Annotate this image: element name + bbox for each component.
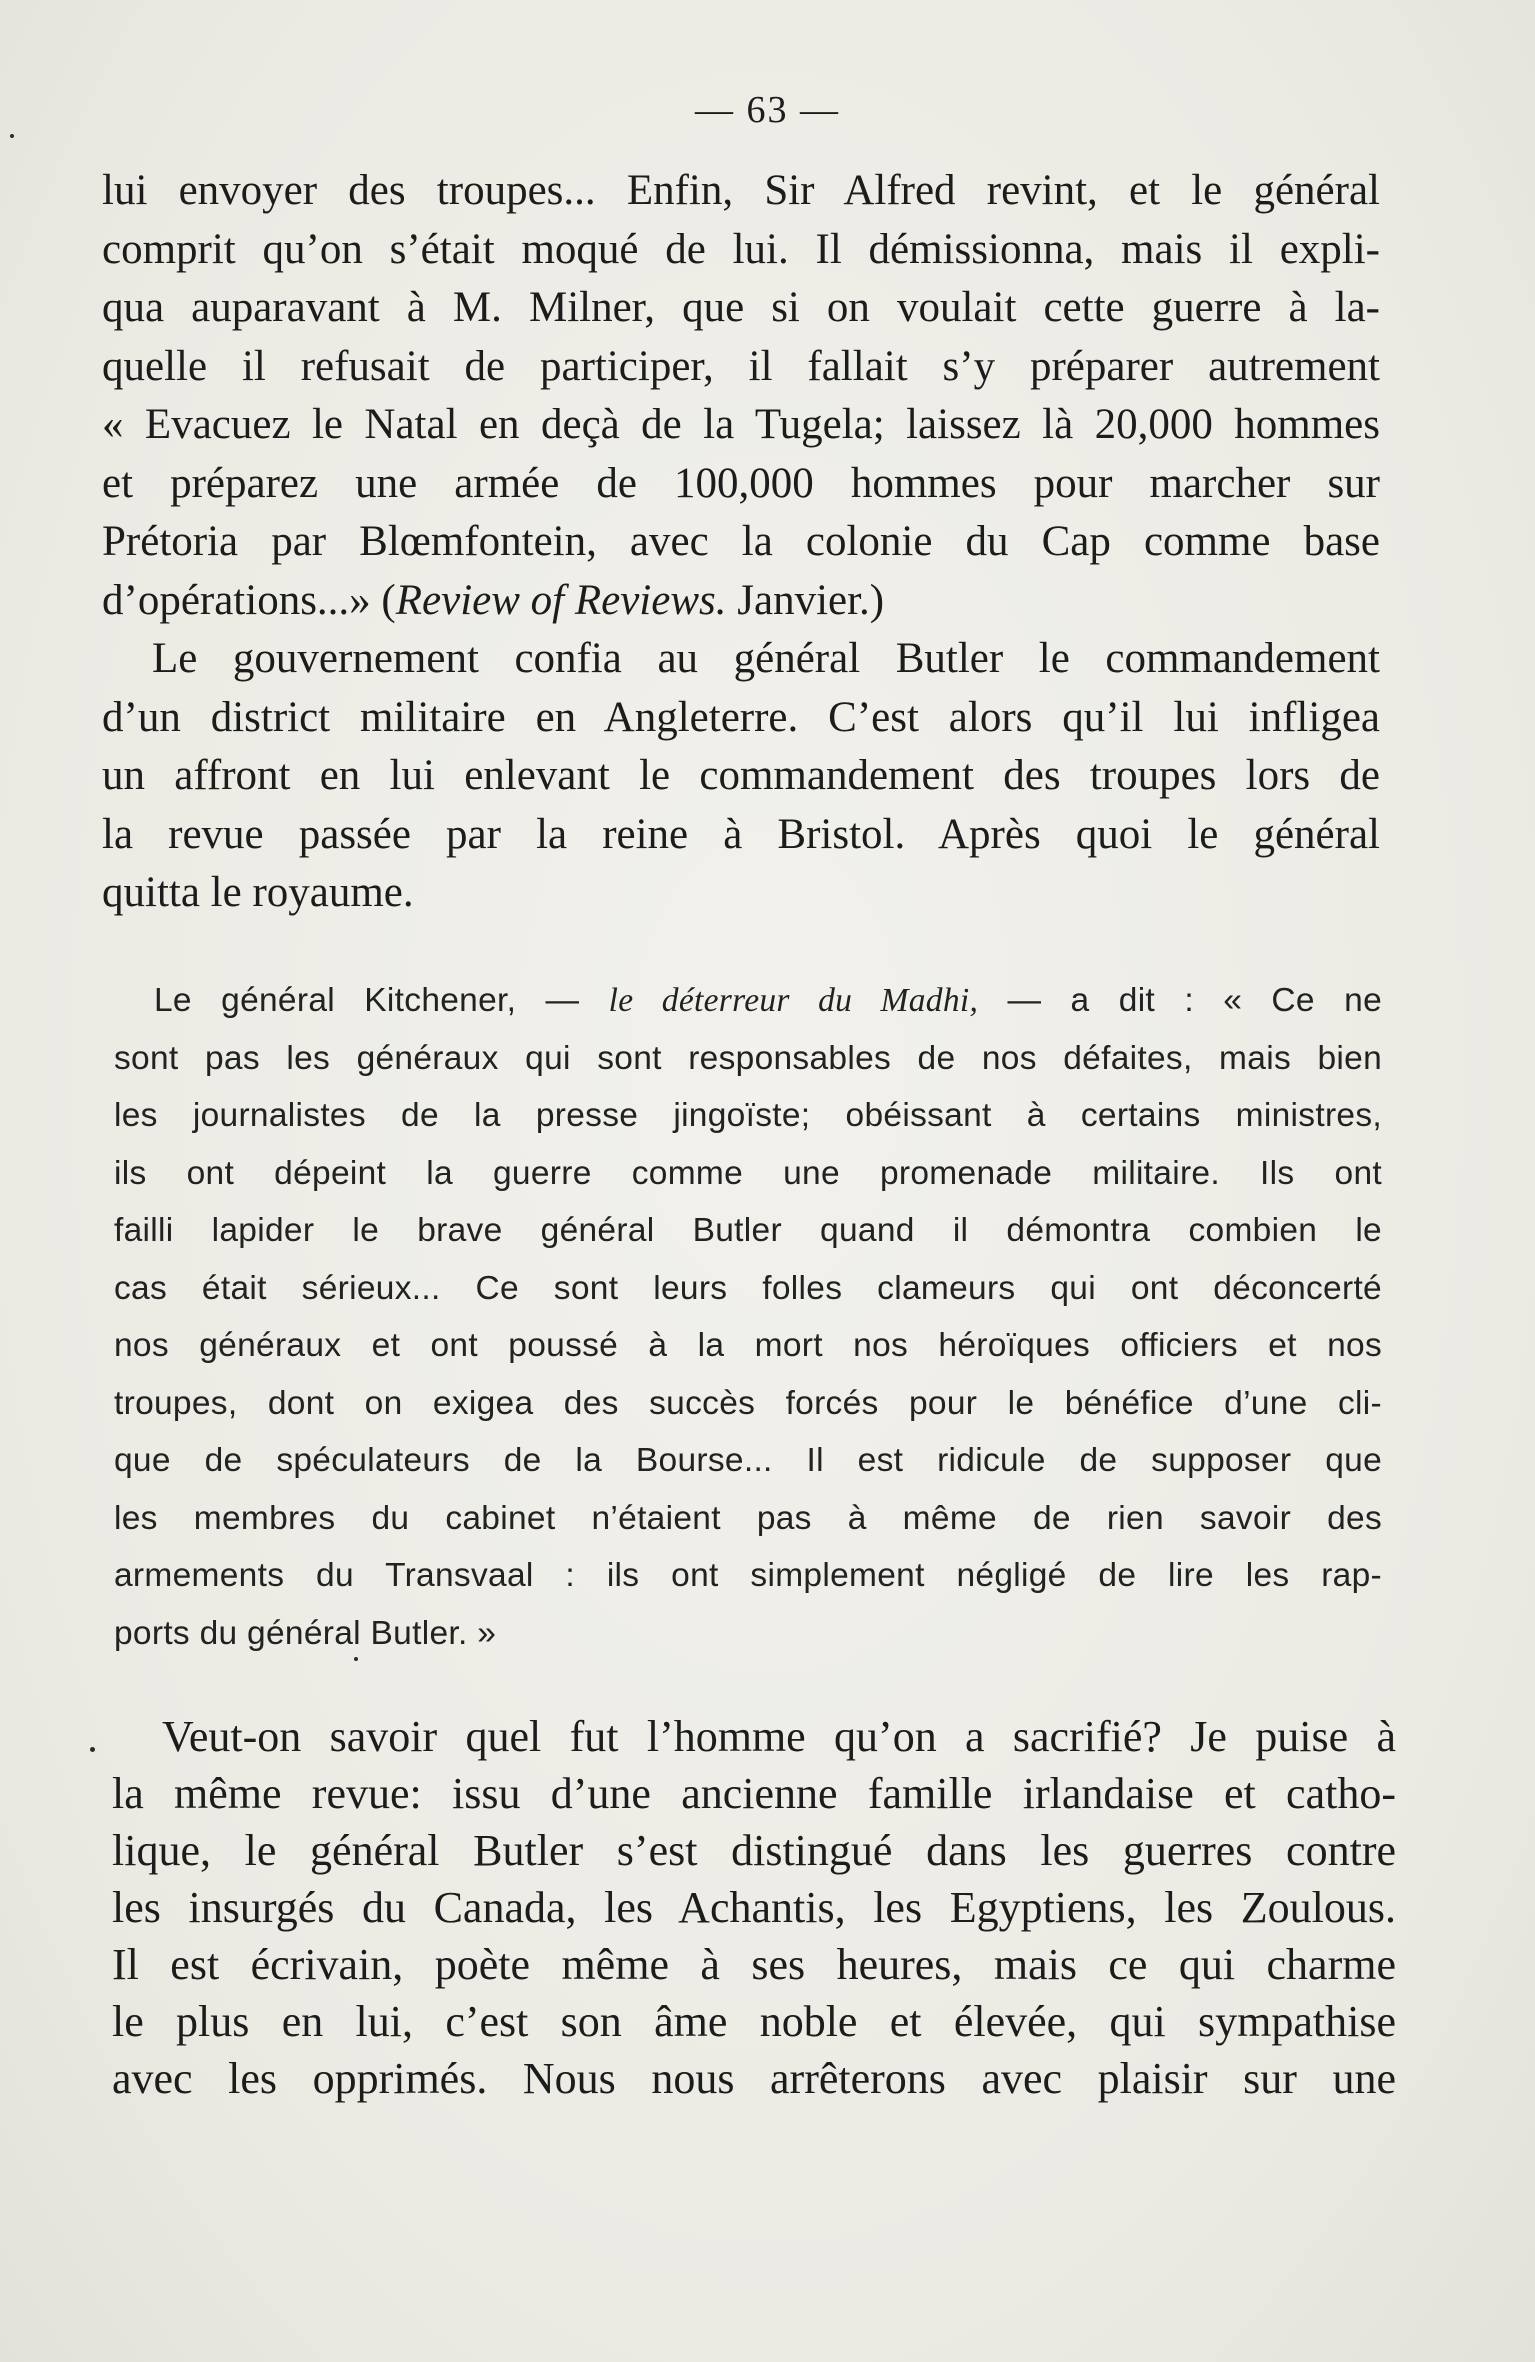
text-line: les insurgés du Canada, les Achantis, les Egyptiens, les Zoulous. — [112, 1883, 1396, 1932]
text-line: armements du Transvaal : ils ont simplement négligé de lire les rap- — [114, 1557, 1382, 1594]
text-line: nos généraux et ont poussé à la mort nos héroïques officiers et nos — [114, 1327, 1382, 1364]
text-line: cas était sérieux... Ce sont leurs folles clameurs qui ont déconcerté — [114, 1269, 1382, 1307]
text-line: ils ont dépeint la guerre comme une promenade militaire. Ils ont — [114, 1154, 1382, 1192]
text-line: failli lapider le brave général Butler quand il démontra combien le — [114, 1212, 1382, 1249]
text-line: lui envoyer des troupes... Enfin, Sir Alfred revint, et le général — [102, 167, 1380, 214]
text-line: un affront en lui enlevant le commandement des troupes lors de — [102, 752, 1380, 799]
paragraph-1 — [102, 162, 1380, 923]
text-line — [114, 972, 1382, 1030]
paper-speck — [354, 1657, 358, 1661]
text-line: Il est écrivain, poète même à ses heures, mais ce qui charme — [112, 1940, 1396, 1989]
citation-suffix: Janvier.) — [726, 576, 885, 624]
citation-prefix: d’opérations...» ( — [102, 576, 396, 624]
paragraph-3 — [112, 1708, 1396, 2107]
text-line: et préparez une armée de 100,000 hommes pour marcher sur — [102, 459, 1380, 507]
kitchener-quote — [114, 972, 1382, 1662]
paper-speck — [10, 134, 14, 138]
page-number: — 63 — — [695, 89, 840, 131]
text-line — [102, 572, 1380, 631]
text-line: Prétoria par Blœmfontein, avec la colonie du Cap comme base — [102, 518, 1380, 565]
quote-epithet: le déterreur du Madhi, — [608, 982, 979, 1019]
text-line: le plus en lui, c’est son âme noble et élevée, qui sympathise — [112, 1997, 1396, 2046]
text-line: quitta le royaume. — [102, 869, 414, 916]
text-line: comprit qu’on s’était moqué de lui. Il démissionna, mais il expli- — [102, 225, 1380, 273]
text-line: Veut-on savoir quel fut l’homme qu’on a sacrifié? Je puise à — [162, 1712, 1396, 1761]
text-line: les membres du cabinet n’étaient pas à même de rien savoir des — [114, 1499, 1382, 1537]
paper-speck — [90, 1747, 95, 1752]
text-line: qua auparavant à M. Milner, que si on voulait cette guerre à la- — [102, 284, 1380, 331]
text-line: la revue passée par la reine à Bristol. Après quoi le général — [102, 810, 1380, 858]
quote-intro-prefix: Le général Kitchener, — — [154, 982, 609, 1019]
text-line: d’un district militaire en Angleterre. C’est alors qu’il lui infligea — [102, 693, 1380, 741]
text-line: lique, le général Butler s’est distingué dans les guerres contre — [112, 1826, 1396, 1875]
text-line: sont pas les généraux qui sont responsables de nos défaites, mais bien — [114, 1039, 1382, 1077]
text-line: les journalistes de la presse jingoïste; obéissant à certains ministres, — [114, 1097, 1382, 1134]
text-line: Le gouvernement confia au général Butler le commandement — [152, 635, 1380, 682]
text-line: la même revue: issu d’une ancienne famille irlandaise et catho- — [112, 1769, 1396, 1818]
text-line: « Evacuez le Natal en deçà de la Tugela; laissez là 20,000 hommes — [102, 401, 1380, 448]
quote-intro-suffix: — a dit : « Ce ne — [978, 982, 1382, 1019]
citation-title: Review of Reviews. — [395, 576, 727, 624]
text-line: troupes, dont on exigea des succès forcés pour le bénéfice d’une cli- — [114, 1384, 1382, 1422]
text-line: avec les opprimés. Nous nous arrêterons avec plaisir sur une — [112, 2054, 1396, 2103]
text-line: que de spéculateurs de la Bourse... Il est ridicule de supposer que — [114, 1442, 1382, 1479]
text-line: ports du général Butler. » — [114, 1614, 497, 1652]
text-line: quelle il refusait de participer, il fallait s’y préparer autrement — [102, 342, 1380, 390]
